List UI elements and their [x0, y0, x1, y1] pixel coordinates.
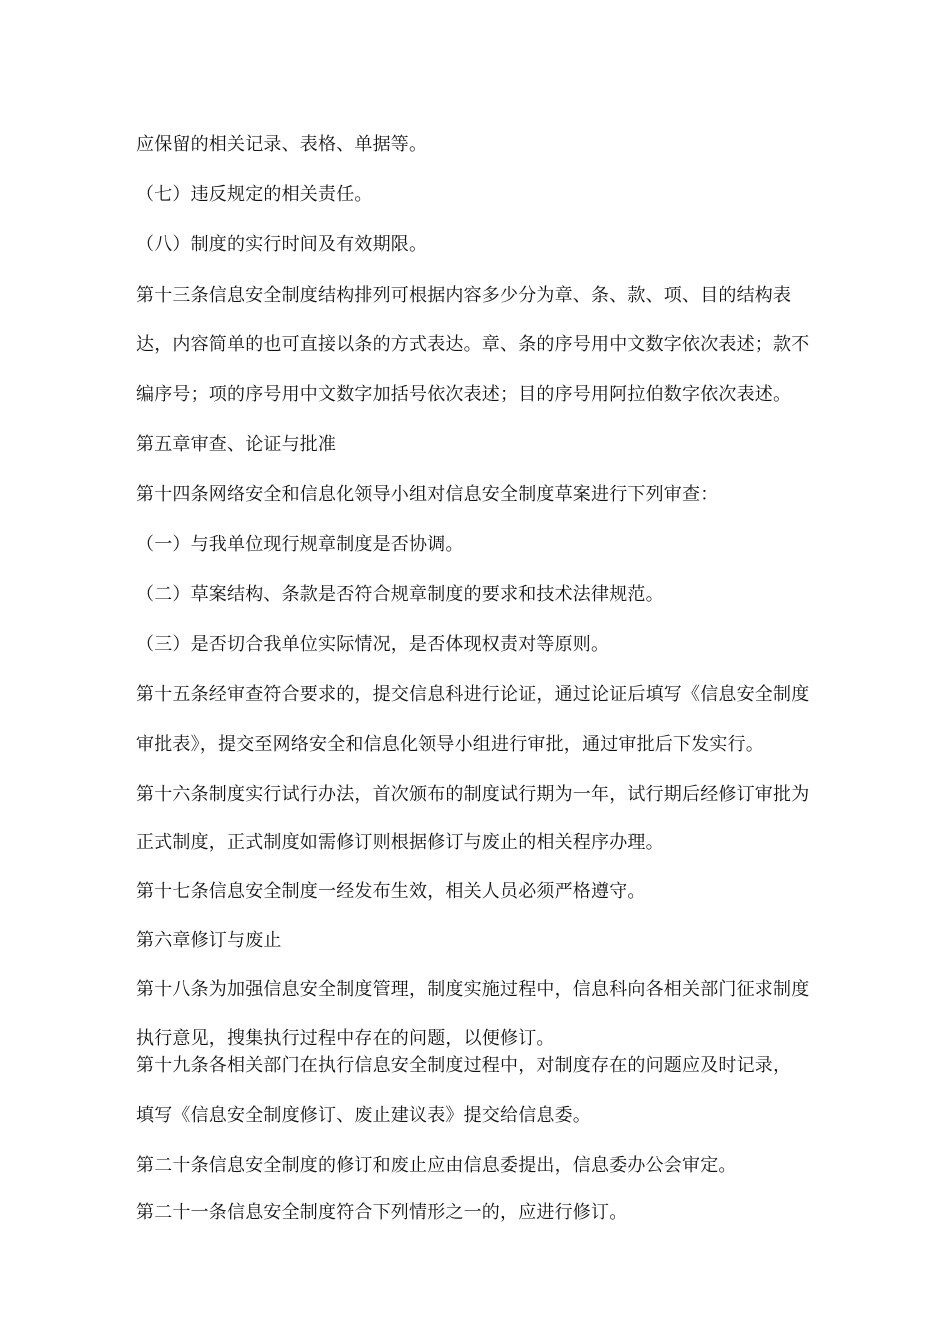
text-line-14: 第十六条制度实行试行办法，首次颁布的制度试行期为一年，试行期后经修订审批为 [136, 784, 810, 805]
text-line-18: 第十八条为加强信息安全制度管理，制度实施过程中，信息科向各相关部门征求制度 [136, 979, 810, 1000]
text-line-21: 填写《信息安全制度修订、废止建议表》提交给信息委。 [136, 1105, 591, 1126]
text-line-3: （八）制度的实行时间及有效期限。 [136, 234, 428, 255]
chapter-heading-5: 第五章审查、论证与批准 [136, 434, 337, 455]
text-line-10: （二）草案结构、条款是否符合规章制度的要求和技术法律规范。 [136, 584, 664, 605]
text-line-15: 正式制度，正式制度如需修订则根据修订与废止的相关程序办理。 [136, 832, 664, 853]
text-line-22: 第二十条信息安全制度的修订和废止应由信息委提出，信息委办公会审定。 [136, 1155, 737, 1176]
text-line-9: （一）与我单位现行规章制度是否协调。 [136, 534, 464, 555]
text-line-20: 第十九条各相关部门在执行信息安全制度过程中，对制度存在的问题应及时记录， [136, 1055, 792, 1076]
text-line-5: 达，内容简单的也可直接以条的方式表达。章、条的序号用中文数字依次表述；款不 [136, 334, 810, 355]
text-line-11: （三）是否切合我单位实际情况，是否体现权责对等原则。 [136, 634, 610, 655]
text-line-13: 审批表》，提交至网络安全和信息化领导小组进行审批，通过审批后下发实行。 [136, 734, 764, 755]
text-line-8: 第十四条网络安全和信息化领导小组对信息安全制度草案进行下列审查： [136, 484, 719, 505]
text-line-23: 第二十一条信息安全制度符合下列情形之一的，应进行修订。 [136, 1202, 628, 1223]
text-line-19: 执行意见，搜集执行过程中存在的问题，以便修订。 [136, 1028, 555, 1049]
text-line-2: （七）违反规定的相关责任。 [136, 184, 373, 205]
text-line-6: 编序号；项的序号用中文数字加括号依次表述；目的序号用阿拉伯数字依次表述。 [136, 384, 792, 405]
chapter-heading-6: 第六章修订与废止 [136, 930, 282, 951]
text-line-16: 第十七条信息安全制度一经发布生效，相关人员必须严格遵守。 [136, 881, 646, 902]
text-line-4: 第十三条信息安全制度结构排列可根据内容多少分为章、条、款、项、目的结构表 [136, 285, 792, 306]
text-line-12: 第十五条经审查符合要求的，提交信息科进行论证，通过论证后填写《信息安全制度 [136, 684, 810, 705]
text-line-1: 应保留的相关记录、表格、单据等。 [136, 134, 428, 155]
